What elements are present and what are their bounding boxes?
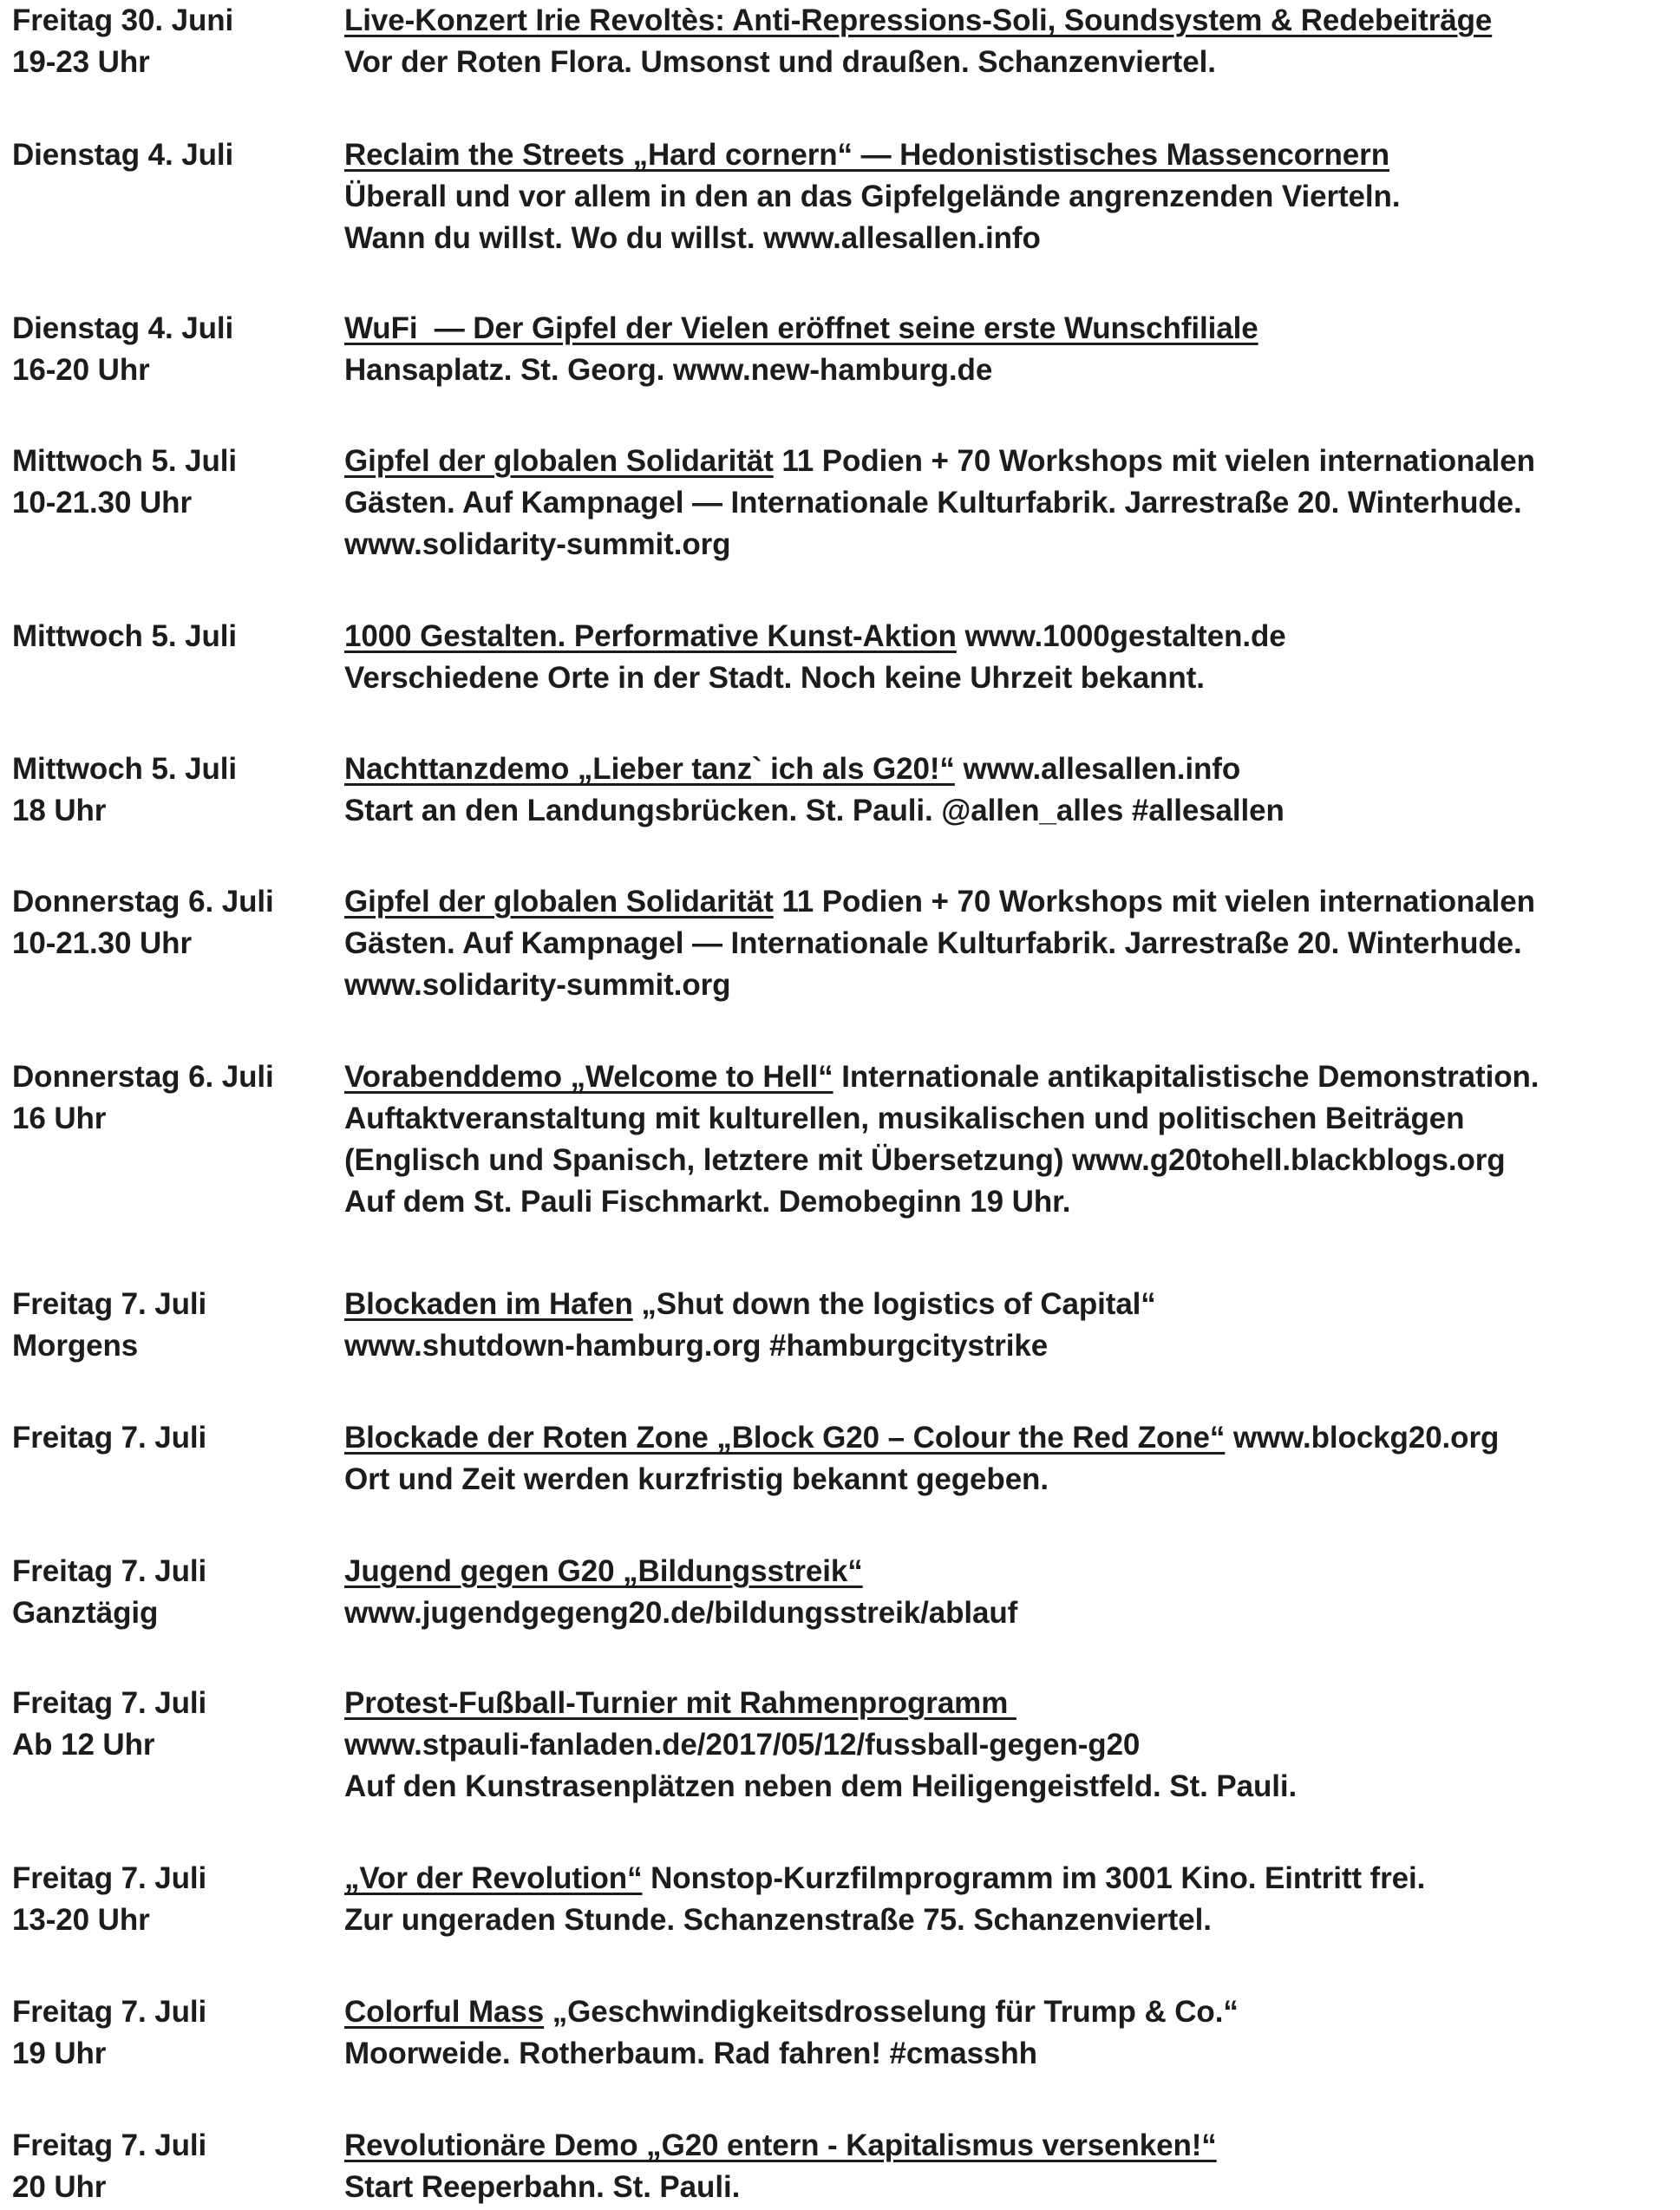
event-details [344,441,1680,566]
event-day: Freitag 7. Juli [12,1554,207,1588]
event-day: Dienstag 4. Juli [12,138,234,172]
event-time: 19-23 Uhr [12,45,150,79]
event-text: Wann du willst. Wo du willst. www.allesallen.info [344,221,1041,255]
event-time: 16-20 Uhr [12,353,150,387]
event-text: Ort und Zeit werden kurzfristig bekannt gegeben. [344,1462,1049,1496]
event-detail-line [344,2125,1680,2167]
event-time: 20 Uhr [12,2170,107,2204]
event-text: www.blockg20.org [1225,1421,1500,1455]
event-title: Live-Konzert Irie Revoltès: Anti-Repressions-Soli, Soundsystem & Redebeiträge [344,3,1493,37]
event-title: Colorful Mass [344,1995,545,2029]
event-detail-line [344,42,1680,83]
event-when [12,134,342,176]
event-time: 19 Uhr [12,2037,107,2070]
event-title: Gipfel der globalen Solidarität [344,885,774,919]
event-text: Überall und vor allem in den an das Gipfelgelände angrenzenden Vierteln. [344,180,1401,213]
event-detail-line [344,1284,1680,1325]
event-text: Zur ungeraden Stunde. Schanzenstraße 75. Schanzenviertel. [344,1903,1212,1937]
event-details [344,1858,1680,1941]
event-text: (Englisch und Spanisch, letztere mit Übersetzung) www.g20tohell.blackblogs.org [344,1143,1506,1177]
event-text: Internationale antikapitalistische Demonstration. [833,1060,1539,1094]
event-detail-line [344,1098,1680,1140]
event-when [12,749,342,832]
event-time: 13-20 Uhr [12,1903,150,1937]
event-details [344,1551,1680,1634]
event-detail-line [344,881,1680,923]
event-title: Revolutionäre Demo „G20 entern - Kapitalismus versenken!“ [344,2128,1217,2162]
event-text: „Shut down the logistics of Capital“ [632,1287,1156,1321]
event-when [12,441,342,524]
event-text: Auftaktveranstaltung mit kulturellen, musikalischen und politischen Beiträgen [344,1102,1465,1135]
event-details [344,1417,1680,1501]
event-text: 11 Podien + 70 Workshops mit vielen internationalen [773,444,1535,478]
event-day: Freitag 7. Juli [12,1861,207,1895]
event-when [12,1551,342,1634]
event-text: Start an den Landungsbrücken. St. Pauli. @allen_alles #allesallen [344,794,1285,827]
event-when [12,1683,342,1766]
event-details [344,616,1680,699]
event-details [344,1284,1680,1367]
event-text: Auf den Kunstrasenplätzen neben dem Heiligengeistfeld. St. Pauli. [344,1769,1298,1803]
event-text: www.1000gestalten.de [956,619,1286,653]
event-detail-line [344,1592,1680,1634]
event-day: Mittwoch 5. Juli [12,752,237,786]
event-time: 18 Uhr [12,794,107,827]
event-detail-line [344,923,1680,964]
event-when [12,0,342,83]
event-text: 11 Podien + 70 Workshops mit vielen internationalen [773,885,1535,919]
event-detail-line [344,176,1680,218]
event-title: Blockaden im Hafen [344,1287,633,1321]
event-details [344,1683,1680,1808]
event-text: Auf dem St. Pauli Fischmarkt. Demobeginn 19 Uhr. [344,1185,1071,1219]
event-detail-line [344,1766,1680,1808]
event-title: Protest-Fußball-Turnier mit Rahmenprogramm [344,1686,1016,1720]
event-text: Vor der Roten Flora. Umsonst und draußen. Schanzenviertel. [344,45,1216,79]
event-when [12,1991,342,2075]
event-details [344,1056,1680,1223]
event-detail-line [344,1724,1680,1766]
event-detail-line [344,1459,1680,1501]
event-detail-line [344,524,1680,566]
event-when [12,1284,342,1367]
event-detail-line [344,1325,1680,1367]
event-day: Donnerstag 6. Juli [12,885,274,919]
event-details [344,749,1680,832]
event-text: „Geschwindigkeitsdrosselung für Trump & Co.“ [544,1995,1239,2029]
event-day: Freitag 7. Juli [12,1287,207,1321]
event-text: Hansaplatz. St. Georg. www.new-hamburg.de [344,353,993,387]
event-title: Jugend gegen G20 „Bildungsstreik“ [344,1554,863,1588]
event-title: Reclaim the Streets „Hard cornern“ — Hedonististisches Massencornern [344,138,1389,172]
event-when [12,1056,342,1140]
event-title: Blockade der Roten Zone „Block G20 – Colour the Red Zone“ [344,1421,1226,1455]
event-detail-line [344,1140,1680,1181]
event-detail-line [344,2033,1680,2075]
event-text: www.allesallen.info [954,752,1241,786]
event-detail-line [344,308,1680,350]
event-time: 16 Uhr [12,1102,107,1135]
event-details [344,308,1680,391]
event-day: Dienstag 4. Juli [12,311,234,345]
event-detail-line [344,482,1680,524]
event-detail-line [344,2167,1680,2208]
event-when [12,1858,342,1941]
event-when [12,308,342,391]
event-details [344,881,1680,1006]
event-title: „Vor der Revolution“ [344,1861,643,1895]
event-day: Freitag 7. Juli [12,1995,207,2029]
event-title: 1000 Gestalten. Performative Kunst-Aktion [344,619,957,653]
event-text: Moorweide. Rotherbaum. Rad fahren! #cmasshh [344,2037,1037,2070]
event-detail-line [344,1417,1680,1459]
event-day: Freitag 7. Juli [12,1421,207,1455]
event-detail-line [344,964,1680,1006]
event-detail-line [344,1181,1680,1223]
event-details [344,0,1680,83]
event-details [344,2125,1680,2208]
event-time: Ganztägig [12,1596,159,1630]
event-detail-line [344,1551,1680,1592]
event-detail-line [344,0,1680,42]
event-detail-line [344,350,1680,391]
event-when [12,881,342,964]
event-detail-line [344,134,1680,176]
event-detail-line [344,616,1680,657]
event-text: www.solidarity-summit.org [344,968,731,1002]
event-time: Ab 12 Uhr [12,1728,155,1762]
event-detail-line [344,1056,1680,1098]
event-detail-line [344,1899,1680,1941]
event-detail-line [344,790,1680,832]
event-text: www.jugendgegeng20.de/bildungsstreik/ablauf [344,1596,1018,1630]
event-detail-line [344,1991,1680,2033]
event-text: Start Reeperbahn. St. Pauli. [344,2170,741,2204]
event-text: www.shutdown-hamburg.org #hamburgcitystrike [344,1329,1049,1363]
event-when [12,616,342,657]
event-detail-line [344,441,1680,482]
event-detail-line [344,218,1680,259]
event-text: Verschiedene Orte in der Stadt. Noch keine Uhrzeit bekannt. [344,661,1205,695]
event-time: 10-21.30 Uhr [12,486,192,520]
event-when [12,1417,342,1459]
event-text: www.solidarity-summit.org [344,527,731,561]
event-day: Freitag 30. Juni [12,3,234,37]
event-day: Freitag 7. Juli [12,1686,207,1720]
event-detail-line [344,1683,1680,1724]
event-when [12,2125,342,2208]
event-text: Nonstop-Kurzfilmprogramm im 3001 Kino. Eintritt frei. [642,1861,1426,1895]
event-text: Gästen. Auf Kampnagel — Internationale Kulturfabrik. Jarrestraße 20. Winterhude. [344,486,1522,520]
event-details [344,1991,1680,2075]
event-title: Nachttanzdemo „Lieber tanz` ich als G20!“ [344,752,955,786]
event-day: Mittwoch 5. Juli [12,444,237,478]
event-detail-line [344,749,1680,790]
event-day: Donnerstag 6. Juli [12,1060,274,1094]
event-time: 10-21.30 Uhr [12,926,192,960]
event-detail-line [344,657,1680,699]
event-title: Vorabenddemo „Welcome to Hell“ [344,1060,833,1094]
event-title: Gipfel der globalen Solidarität [344,444,774,478]
event-time: Morgens [12,1329,139,1363]
event-day: Mittwoch 5. Juli [12,619,237,653]
event-text: Gästen. Auf Kampnagel — Internationale Kulturfabrik. Jarrestraße 20. Winterhude. [344,926,1522,960]
event-details [344,134,1680,259]
event-title: WuFi — Der Gipfel der Vielen eröffnet seine erste Wunschfiliale [344,311,1258,345]
event-detail-line [344,1858,1680,1899]
event-day: Freitag 7. Juli [12,2128,207,2162]
event-text: www.stpauli-fanladen.de/2017/05/12/fussball-gegen-g20 [344,1728,1141,1762]
